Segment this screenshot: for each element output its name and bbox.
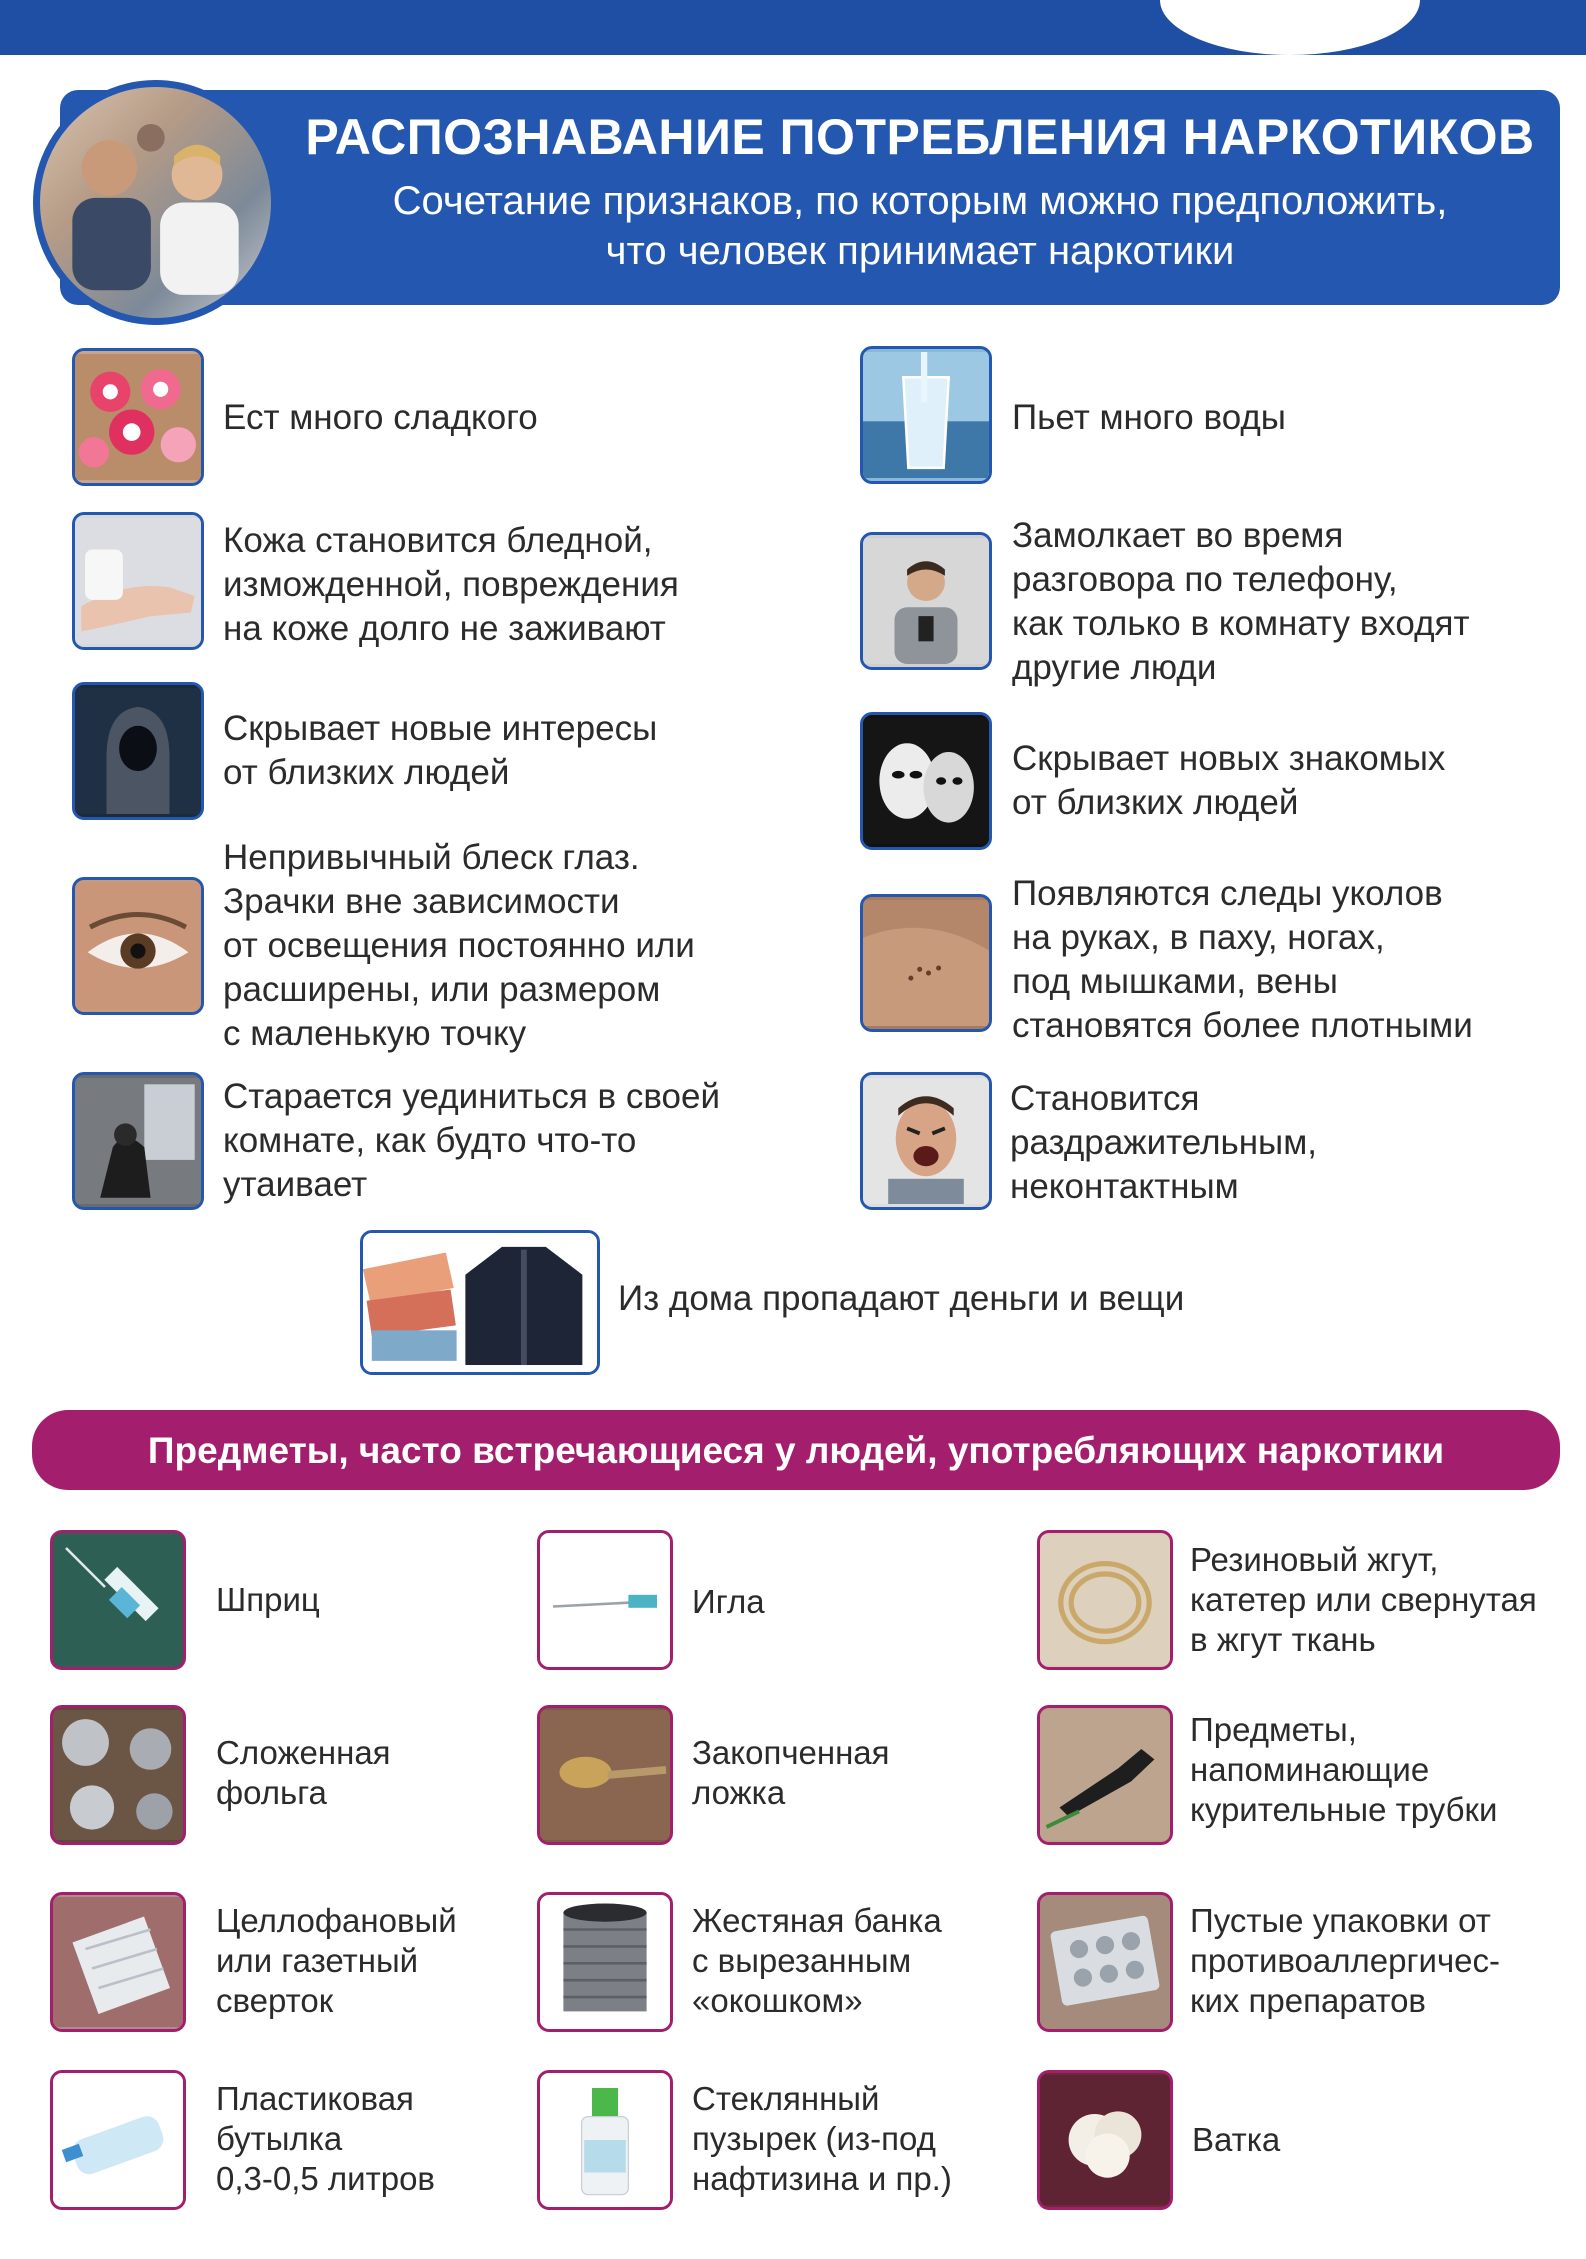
item-line: Резиновый жгут, xyxy=(1190,1541,1439,1578)
sign-line: расширены, или размером xyxy=(223,970,661,1009)
sign-line: от близких людей xyxy=(223,753,510,792)
hand-skin-icon xyxy=(75,515,201,647)
sign-line: Старается уединиться в своей xyxy=(223,1077,721,1116)
sign-text xyxy=(223,707,657,795)
injection-marks-icon xyxy=(863,897,989,1029)
sign-line: Зрачки вне зависимости xyxy=(223,882,620,921)
sign-line: на коже долго не заживают xyxy=(223,609,666,648)
page-title: РАСПОЗНАВАНИЕ ПОТРЕБЛЕНИЯ НАРКОТИКОВ xyxy=(305,109,1535,165)
item-text xyxy=(1192,2120,1280,2160)
header-photo xyxy=(33,80,278,325)
item-text xyxy=(216,2079,435,2199)
item-line: фольга xyxy=(216,1774,327,1811)
item-line: бутылка xyxy=(216,2120,343,2157)
item-line: Шприц xyxy=(216,1581,320,1618)
sign-text xyxy=(223,519,679,651)
item-line: «окошком» xyxy=(692,1982,863,2019)
needle-icon xyxy=(540,1533,670,1667)
item-line: нафтизина и пр.) xyxy=(692,2160,952,2197)
item-text xyxy=(216,1733,391,1813)
item-line: напоминающие xyxy=(1190,1751,1430,1788)
top-stripe xyxy=(0,0,1586,55)
sign-line: неконтактным xyxy=(1010,1167,1239,1206)
sign-line: Становится xyxy=(1010,1079,1200,1118)
item-line: Пластиковая xyxy=(216,2080,414,2117)
isolated-room-icon xyxy=(75,1075,201,1207)
item-text xyxy=(692,1901,942,2021)
item-line: Пустые упаковки от xyxy=(1190,1902,1491,1939)
sign-line: комнате, как будто что-то xyxy=(223,1121,637,1160)
item-thumb-bottle xyxy=(50,2070,186,2210)
item-line: с вырезанным xyxy=(692,1942,912,1979)
sign-thumb-masks xyxy=(860,712,992,850)
item-text xyxy=(692,2079,952,2199)
sign-line: Скрывает новых знакомых xyxy=(1012,739,1446,778)
sign-thumb-money-jacket xyxy=(360,1230,600,1375)
blister-pack-icon xyxy=(1040,1895,1170,2029)
item-line: или газетный xyxy=(216,1942,419,1979)
sign-line: Появляются следы уколов xyxy=(1012,874,1443,913)
sign-line: утаивает xyxy=(223,1165,368,1204)
paper-wrap-icon xyxy=(53,1895,183,2029)
subtitle-line: Сочетание признаков, по которым можно предположить, xyxy=(392,179,1448,223)
item-line: сверток xyxy=(216,1982,334,2019)
item-thumb-vial xyxy=(537,2070,673,2210)
item-text xyxy=(1190,1710,1497,1830)
sign-line: на руках, в паху, ногах, xyxy=(1012,918,1385,957)
item-text xyxy=(1190,1540,1537,1660)
item-line: катетер или свернутая xyxy=(1190,1581,1537,1618)
item-thumb-blister xyxy=(1037,1892,1173,2032)
item-line: ложка xyxy=(692,1774,786,1811)
page-subtitle xyxy=(300,176,1540,276)
candy-icon xyxy=(75,351,201,483)
item-line: Предметы, xyxy=(1190,1711,1357,1748)
sign-line: от освещения постоянно или xyxy=(223,926,695,965)
item-thumb-tourniquet xyxy=(1037,1530,1173,1670)
money-jacket-icon xyxy=(363,1233,597,1372)
item-line: курительные трубки xyxy=(1190,1791,1498,1828)
sign-line: как только в комнату входят xyxy=(1012,604,1470,643)
item-thumb-can xyxy=(537,1892,673,2032)
sign-text xyxy=(1012,514,1470,690)
sign-line: Ест много сладкого xyxy=(223,398,538,437)
pipe-icon xyxy=(1040,1708,1170,1842)
item-line: в жгут ткань xyxy=(1190,1621,1376,1658)
sign-text xyxy=(1012,396,1286,440)
sign-line: Замолкает во время xyxy=(1012,516,1344,555)
item-thumb-syringe xyxy=(50,1530,186,1670)
item-line: 0,3-0,5 литров xyxy=(216,2160,435,2197)
water-glass-icon xyxy=(863,349,989,481)
sign-thumb-hooded xyxy=(72,682,204,820)
sign-thumb-eye xyxy=(72,877,204,1015)
item-line: Стеклянный xyxy=(692,2080,880,2117)
sign-thumb-water xyxy=(860,346,992,484)
hooded-figure-icon xyxy=(75,685,201,817)
sign-thumb-room xyxy=(72,1072,204,1210)
item-line: ких препаратов xyxy=(1190,1982,1426,2019)
item-line: Игла xyxy=(692,1583,765,1620)
sign-text xyxy=(223,836,695,1056)
item-text xyxy=(1190,1901,1500,2021)
foil-icon xyxy=(53,1708,183,1842)
people-talking-icon xyxy=(40,87,271,318)
item-line: Ватка xyxy=(1192,2121,1281,2158)
item-thumb-paper xyxy=(50,1892,186,2032)
sign-line: Кожа становится бледной, xyxy=(223,521,653,560)
item-line: Закопченная xyxy=(692,1734,890,1771)
masks-icon xyxy=(863,715,989,847)
sign-line: становятся более плотными xyxy=(1012,1006,1473,1045)
tin-can-icon xyxy=(540,1895,670,2029)
plastic-bottle-icon xyxy=(53,2073,183,2207)
sign-text xyxy=(223,1075,720,1207)
sign-line: Непривычный блеск глаз. xyxy=(223,838,640,877)
item-thumb-cotton xyxy=(1037,2070,1173,2210)
item-line: Жестяная банка xyxy=(692,1902,942,1939)
spoon-icon xyxy=(540,1708,670,1842)
sign-text xyxy=(1012,737,1445,825)
sign-line: разговора по телефону, xyxy=(1012,560,1398,599)
item-line: противоаллергичес- xyxy=(1190,1942,1500,1979)
sign-text xyxy=(1012,872,1473,1048)
item-text xyxy=(692,1582,765,1622)
sign-line: с маленькую точку xyxy=(223,1014,527,1053)
eye-icon xyxy=(75,880,201,1012)
top-stripe-notch xyxy=(1160,0,1420,55)
item-text xyxy=(216,1580,320,1620)
phone-man-icon xyxy=(863,535,989,667)
sign-thumb-skin xyxy=(72,512,204,650)
syringe-icon xyxy=(53,1533,183,1667)
sign-thumb-angry xyxy=(860,1072,992,1210)
vial-icon xyxy=(540,2073,670,2207)
sign-line: от близких людей xyxy=(1012,783,1299,822)
items-section-title: Предметы, часто встречающиеся у людей, употребляющих наркотики xyxy=(147,1430,1445,1471)
item-text xyxy=(692,1733,890,1813)
sign-thumb-phone xyxy=(860,532,992,670)
sign-line: Пьет много воды xyxy=(1012,398,1286,437)
cotton-icon xyxy=(1040,2073,1170,2207)
item-thumb-foil xyxy=(50,1705,186,1845)
sign-text xyxy=(618,1277,1184,1321)
sign-text xyxy=(223,396,538,440)
sign-thumb-sweets xyxy=(72,348,204,486)
item-line: Целлофановый xyxy=(216,1902,457,1939)
item-thumb-pipe xyxy=(1037,1705,1173,1845)
sign-line: раздражительным, xyxy=(1010,1123,1318,1162)
item-thumb-spoon xyxy=(537,1705,673,1845)
sign-line: под мышками, вены xyxy=(1012,962,1338,1001)
tourniquet-icon xyxy=(1040,1533,1170,1667)
item-line: пузырек (из-под xyxy=(692,2120,936,2157)
sign-line: другие люди xyxy=(1012,648,1217,687)
sign-line: изможденной, повреждения xyxy=(223,565,679,604)
sign-thumb-marks xyxy=(860,894,992,1032)
item-text xyxy=(216,1901,457,2021)
item-line: Сложенная xyxy=(216,1734,391,1771)
angry-man-icon xyxy=(863,1075,989,1207)
sign-line: Из дома пропадают деньги и вещи xyxy=(618,1279,1185,1318)
sign-text xyxy=(1010,1077,1317,1209)
item-thumb-needle xyxy=(537,1530,673,1670)
sign-line: Скрывает новые интересы xyxy=(223,709,658,748)
subtitle-line: что человек принимает наркотики xyxy=(605,229,1235,273)
